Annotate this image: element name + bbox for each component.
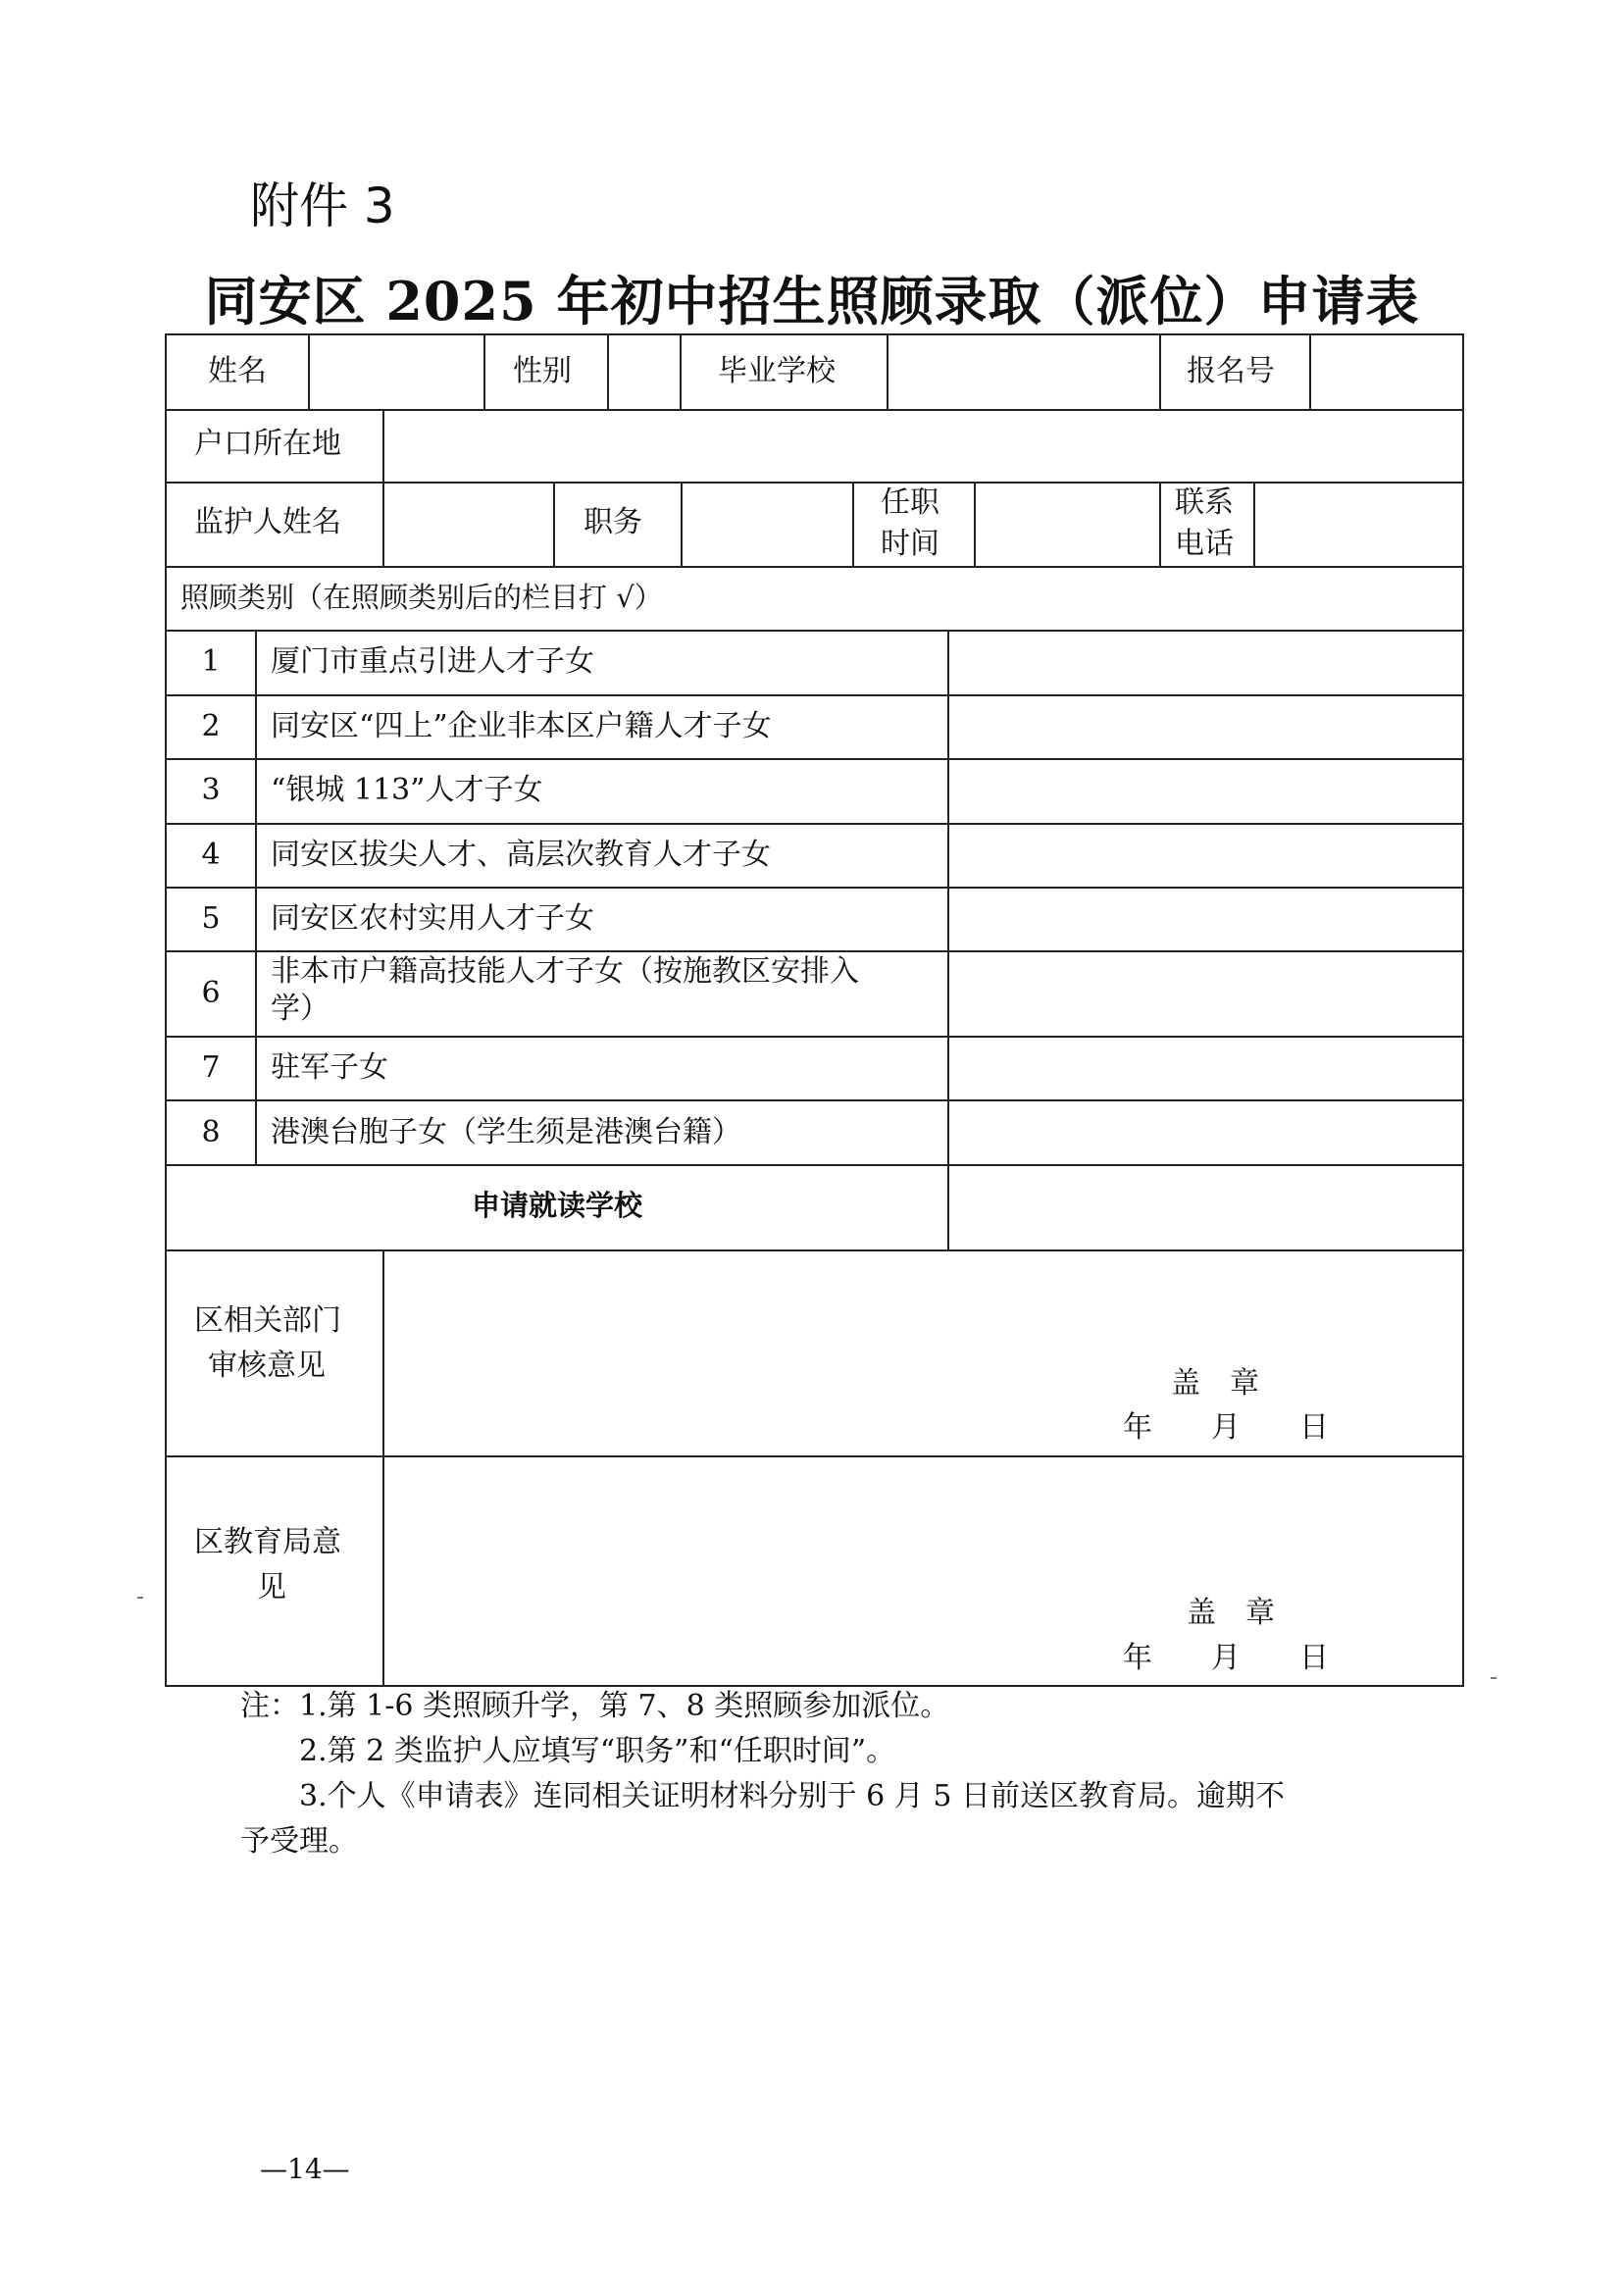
hukou-label: 户口所在地 [194,427,341,461]
category-no: 7 [201,1050,221,1085]
category-text: 同安区农村实用人才子女 [271,901,594,936]
row-divider [167,630,1462,632]
row-divider [167,482,1462,484]
registration-no-label: 报名号 [1187,354,1275,388]
edu-seal: 盖 章 [1187,1596,1275,1630]
edu-date: 年 月 日 [1123,1641,1329,1675]
row-divider [167,887,1462,889]
name-label: 姓名 [208,354,267,388]
category-no: 5 [201,901,221,936]
category-text: 厦门市重点引进人才子女 [271,644,594,679]
category-text: 驻军子女 [271,1050,388,1085]
col-divider [887,335,888,409]
category-no: 2 [201,709,221,743]
school-label: 申请就读学校 [471,1189,642,1222]
category-text: 学） [271,992,330,1026]
col-divider [1253,482,1255,566]
dept-review-label-2: 审核意见 [208,1349,326,1383]
row-divider [167,950,1462,952]
row-divider [167,1164,1462,1166]
edu-review-label-1: 区教育局意 [194,1525,341,1559]
col-divider [553,482,555,566]
category-no: 8 [201,1115,221,1149]
col-divider [483,335,485,409]
page-number: —14— [260,2153,350,2185]
tenure-label-2: 时间 [881,527,939,561]
category-text: “银城 113”人才子女 [271,773,543,807]
scan-speck [137,1597,143,1599]
category-text: 同安区拔尖人才、高层次教育人才子女 [271,838,771,872]
row-divider [167,758,1462,760]
position-label: 职务 [584,505,642,539]
dept-review-label-1: 区相关部门 [194,1303,341,1338]
note-line: 2.第 2 类监护人应填写“职务”和“任职时间”。 [299,1734,896,1768]
col-divider [308,335,310,409]
tenure-label-1: 任职 [881,485,939,520]
graduate-school-label: 毕业学校 [718,354,836,388]
col-divider [1309,335,1311,409]
row-divider [167,566,1462,568]
category-text: 港澳台胞子女（学生须是港澳台籍） [271,1115,741,1149]
col-divider [947,630,949,1249]
row-divider [167,1099,1462,1101]
note-line: 予受理。 [240,1824,358,1859]
category-no: 6 [201,976,221,1010]
edu-review-label-2: 见 [257,1570,286,1605]
category-text: 非本市户籍高技能人才子女（按施教区安排入 [271,954,859,989]
attachment-label: 附件 3 [250,178,395,234]
row-divider [167,1455,1462,1457]
guardian-name-label: 监护人姓名 [194,505,341,539]
row-divider [167,1036,1462,1038]
col-divider [681,482,683,566]
col-divider [680,335,682,409]
category-no: 4 [201,838,221,872]
gender-label: 性别 [513,354,572,388]
row-divider [167,1249,1462,1251]
scan-speck [1491,1677,1497,1679]
col-divider [1159,482,1161,566]
note-line: 3.个人《申请表》连同相关证明材料分别于 6 月 5 日前送区教育局。逾期不 [299,1779,1285,1813]
col-divider [382,1249,384,1687]
form-title: 同安区 2025 年初中招生照顾录取（派位）申请表 [204,270,1420,332]
col-divider [607,335,609,409]
dept-seal: 盖 章 [1171,1366,1259,1401]
category-text: 同安区“四上”企业非本区户籍人才子女 [271,709,772,743]
category-no: 1 [201,644,221,679]
category-no: 3 [201,773,221,807]
dept-date: 年 月 日 [1123,1410,1329,1445]
note-line: 注：1.第 1-6 类照顾升学，第 7、8 类照顾参加派位。 [240,1689,950,1723]
col-divider [974,482,976,566]
col-divider [382,482,384,566]
phone-label-1: 联系 [1175,485,1234,520]
col-divider [852,482,854,566]
col-divider [382,409,384,482]
application-form [165,333,1464,1687]
row-divider [167,823,1462,825]
col-divider [1159,335,1161,409]
phone-label-2: 电话 [1175,527,1234,561]
col-divider [255,630,257,1164]
row-divider [167,409,1462,411]
category-header: 照顾类别（在照顾类别后的栏目打 √） [180,581,663,614]
row-divider [167,694,1462,696]
